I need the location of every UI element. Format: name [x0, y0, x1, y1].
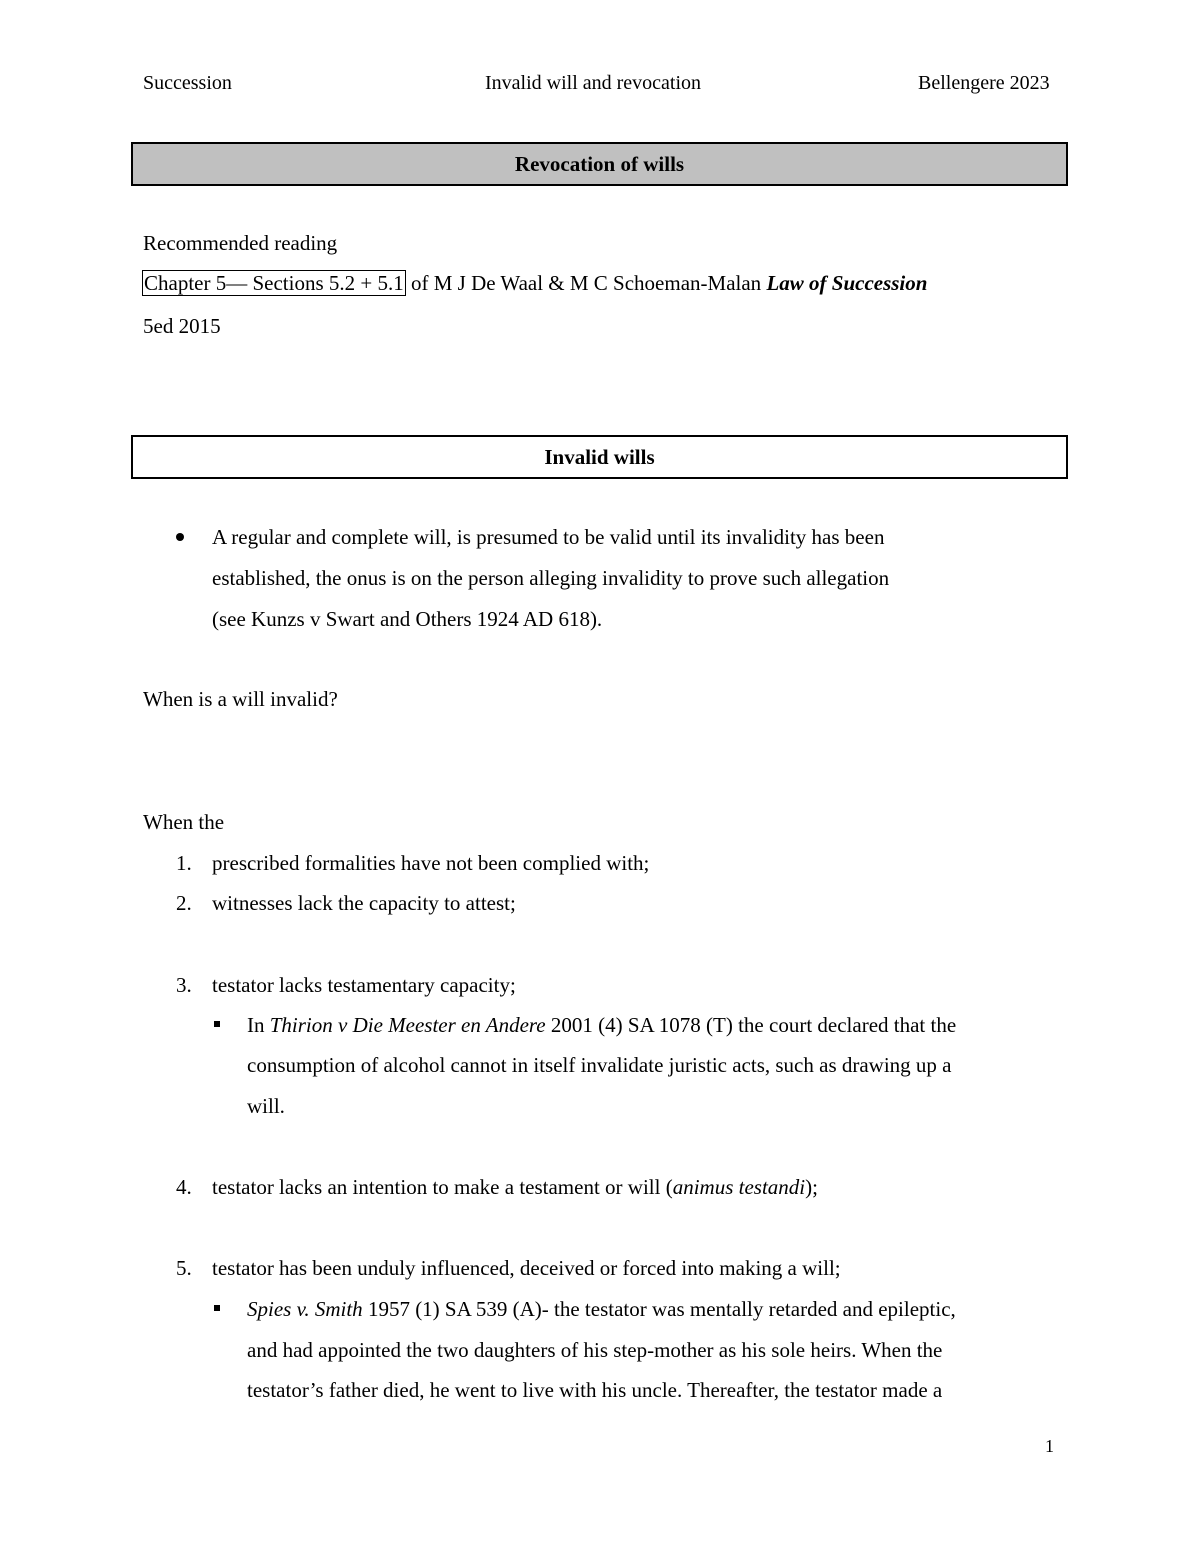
- list-item: witnesses lack the capacity to attest;: [212, 891, 516, 915]
- case-name: Thirion v Die Meester en Andere: [269, 1013, 546, 1037]
- boxed-chapter-ref: Chapter 5— Sections 5.2 + 5.1: [144, 271, 404, 295]
- reading-reference: [142, 273, 927, 294]
- sub-item-line: [247, 1015, 956, 1036]
- bullet-line: (see Kunzs v Swart and Others 1924 AD 618).: [212, 607, 603, 631]
- latin-term: animus testandi: [672, 1175, 806, 1199]
- square-bullet-icon: [214, 1305, 220, 1311]
- bullet-dot-icon: [176, 533, 184, 541]
- sub-item-text: In: [247, 1013, 270, 1037]
- section-title-box: [131, 435, 1068, 479]
- sub-item-text: 2001 (4) SA 1078 (T) the court declared that the: [545, 1013, 957, 1037]
- header-left: Succession: [143, 72, 232, 94]
- bullet-line: A regular and complete will, is presumed to be valid until its invalidity has been: [212, 525, 885, 549]
- list-number: 2.: [176, 891, 192, 915]
- sub-item-text: 1957 (1) SA 539 (A)- the testator was mentally retarded and epileptic,: [362, 1297, 956, 1321]
- bullet-line: established, the onus is on the person alleging invalidity to prove such allegation: [212, 566, 890, 590]
- case-name: Spies v. Smith: [247, 1297, 363, 1321]
- reading-label: Recommended reading: [143, 231, 338, 255]
- list-number: 1.: [176, 851, 192, 875]
- section-title: Revocation of wills: [514, 151, 685, 176]
- list-item-text: testator lacks an intention to make a testament or will (: [212, 1175, 673, 1199]
- section-title: Invalid wills: [544, 444, 655, 469]
- list-number: 5.: [176, 1256, 192, 1280]
- sub-item-line: will.: [247, 1094, 285, 1118]
- list-item: testator lacks testamentary capacity;: [212, 973, 516, 997]
- book-title: Law of Succession: [766, 271, 928, 295]
- list-item: prescribed formalities have not been complied with;: [212, 851, 650, 875]
- section-title-box: [131, 142, 1068, 186]
- list-item: [212, 1177, 818, 1198]
- list-number: 3.: [176, 973, 192, 997]
- list-intro: When the: [143, 810, 225, 834]
- sub-item-line: consumption of alcohol cannot in itself invalidate juristic acts, such as drawing up a: [247, 1053, 952, 1077]
- square-bullet-icon: [214, 1021, 220, 1027]
- header-center: Invalid will and revocation: [485, 72, 702, 94]
- reading-edition: 5ed 2015: [143, 314, 221, 338]
- sub-item-line: testator’s father died, he went to live with his uncle. Thereafter, the testator made a: [247, 1378, 943, 1402]
- list-item: testator has been unduly influenced, deceived or forced into making a will;: [212, 1256, 841, 1280]
- header-right: Bellengere 2023: [918, 72, 1050, 94]
- question-heading: When is a will invalid?: [143, 687, 338, 711]
- reading-ref-authors: of M J De Waal & M C Schoeman-Malan: [405, 271, 767, 295]
- list-item-text: );: [805, 1175, 818, 1199]
- sub-item-line: and had appointed the two daughters of his step-mother as his sole heirs. When the: [247, 1338, 943, 1362]
- sub-item-line: [247, 1299, 956, 1320]
- page-number: 1: [1045, 1436, 1054, 1456]
- list-number: 4.: [176, 1175, 192, 1199]
